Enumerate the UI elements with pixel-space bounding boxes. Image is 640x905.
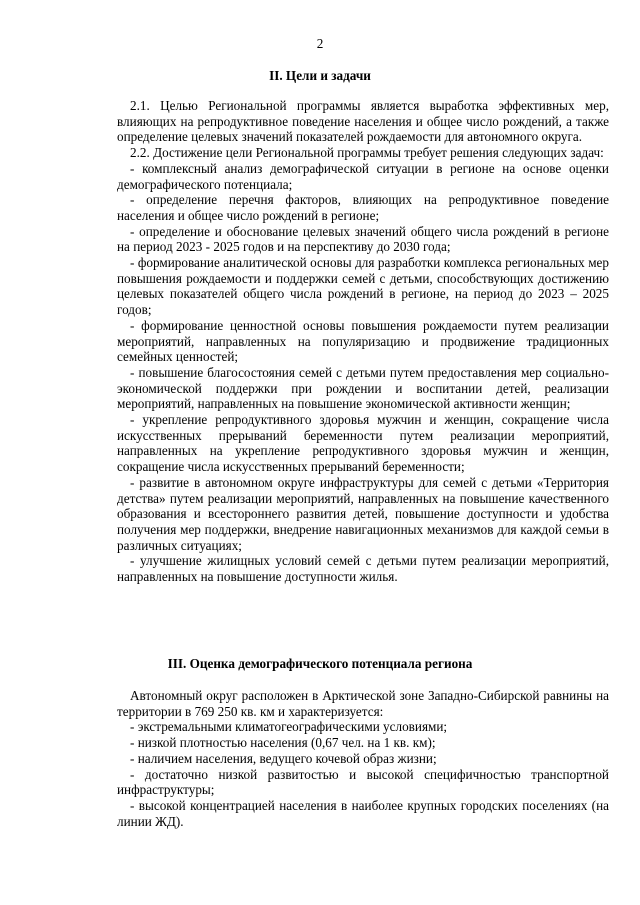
list-item: - низкой плотностью населения (0,67 чел. на 1 кв. км); — [130, 735, 436, 751]
list-item: - достаточно низкой развитостью и высокой специфичностью транспортной инфраструктуры; — [117, 766, 609, 798]
list-item: - повышение благосостояния семей с детьми путем предоставления мер социально-экономической поддержки при рождении и воспитании детей, реализации мероприятий, направленных на повышение экономической активности женщин; — [117, 364, 609, 412]
list-item: - развитие в автономном округе инфраструктуры для семей с детьми «Территория детства» путем реализации мероприятий, направленных на повышение качественного образования и всестороннего развития детей, повышение доступности и удобства получения мер поддержки, внедрение навигационных механизмов для каждой семьи в различных ситуациях; — [117, 474, 609, 553]
list-item: - укрепление репродуктивного здоровья мужчин и женщин, сокращение числа искусственных прерываний беременности путем реализации мероприятий, направленных на укрепление репродуктивного здоровья мужчин и женщин, сокращение числа искусственных прерываний беременности; — [117, 412, 609, 475]
list-item: - высокой концентрацией населения в наиболее крупных городских поселениях (на линии ЖД). — [117, 797, 609, 829]
page-number: 2 — [316, 36, 324, 51]
section-heading-demographic: III. Оценка демографического потенциала региона — [167, 656, 473, 671]
paragraph: 2.2. Достижение цели Региональной программы требует решения следующих задач: — [130, 145, 604, 161]
list-item: - определение и обоснование целевых значений общего числа рождений в регионе на период 2023 - 2025 годов и на перспективу до 2030 года; — [117, 223, 609, 255]
section-body-goals — [117, 98, 609, 585]
paragraph: Автономный округ расположен в Арктической зоне Западно-Сибирской равнины на территории в 769 250 кв. км и характеризуется: — [117, 688, 609, 719]
section-heading-goals: II. Цели и задачи — [269, 68, 371, 83]
paragraph: 2.1. Целью Региональной программы является выработка эффективных мер, влияющих на репродуктивное поведение населения и общее число рождений, а также определение целевых значений показателей рождаемости для автономного округа. — [117, 98, 609, 145]
list-item: - наличием населения, ведущего кочевой образ жизни; — [130, 750, 437, 766]
list-item: - формирование ценностной основы повышения рождаемости путем реализации мероприятий, направленных на популяризацию и продвижение традиционных семейных ценностей; — [117, 317, 609, 365]
list-item: - улучшение жилищных условий семей с детьми путем реализации мероприятий, направленных на повышение доступности жилья. — [117, 553, 609, 585]
list-item: - формирование аналитической основы для разработки комплекса региональных мер повышения рождаемости и поддержки семей с детьми, способствующих достижению целевых показателей общего числа рождений в регионе, на период до 2023 – 2025 годов; — [117, 255, 609, 318]
list-item: - определение перечня факторов, влияющих на репродуктивное поведение населения и общее число рождений в регионе; — [117, 192, 609, 223]
list-item: - комплексный анализ демографической ситуации в регионе на основе оценки демографического потенциала; — [117, 160, 609, 192]
section-body-demographic — [117, 688, 609, 829]
list-item: - экстремальными климатогеографическими условиями; — [130, 719, 448, 735]
